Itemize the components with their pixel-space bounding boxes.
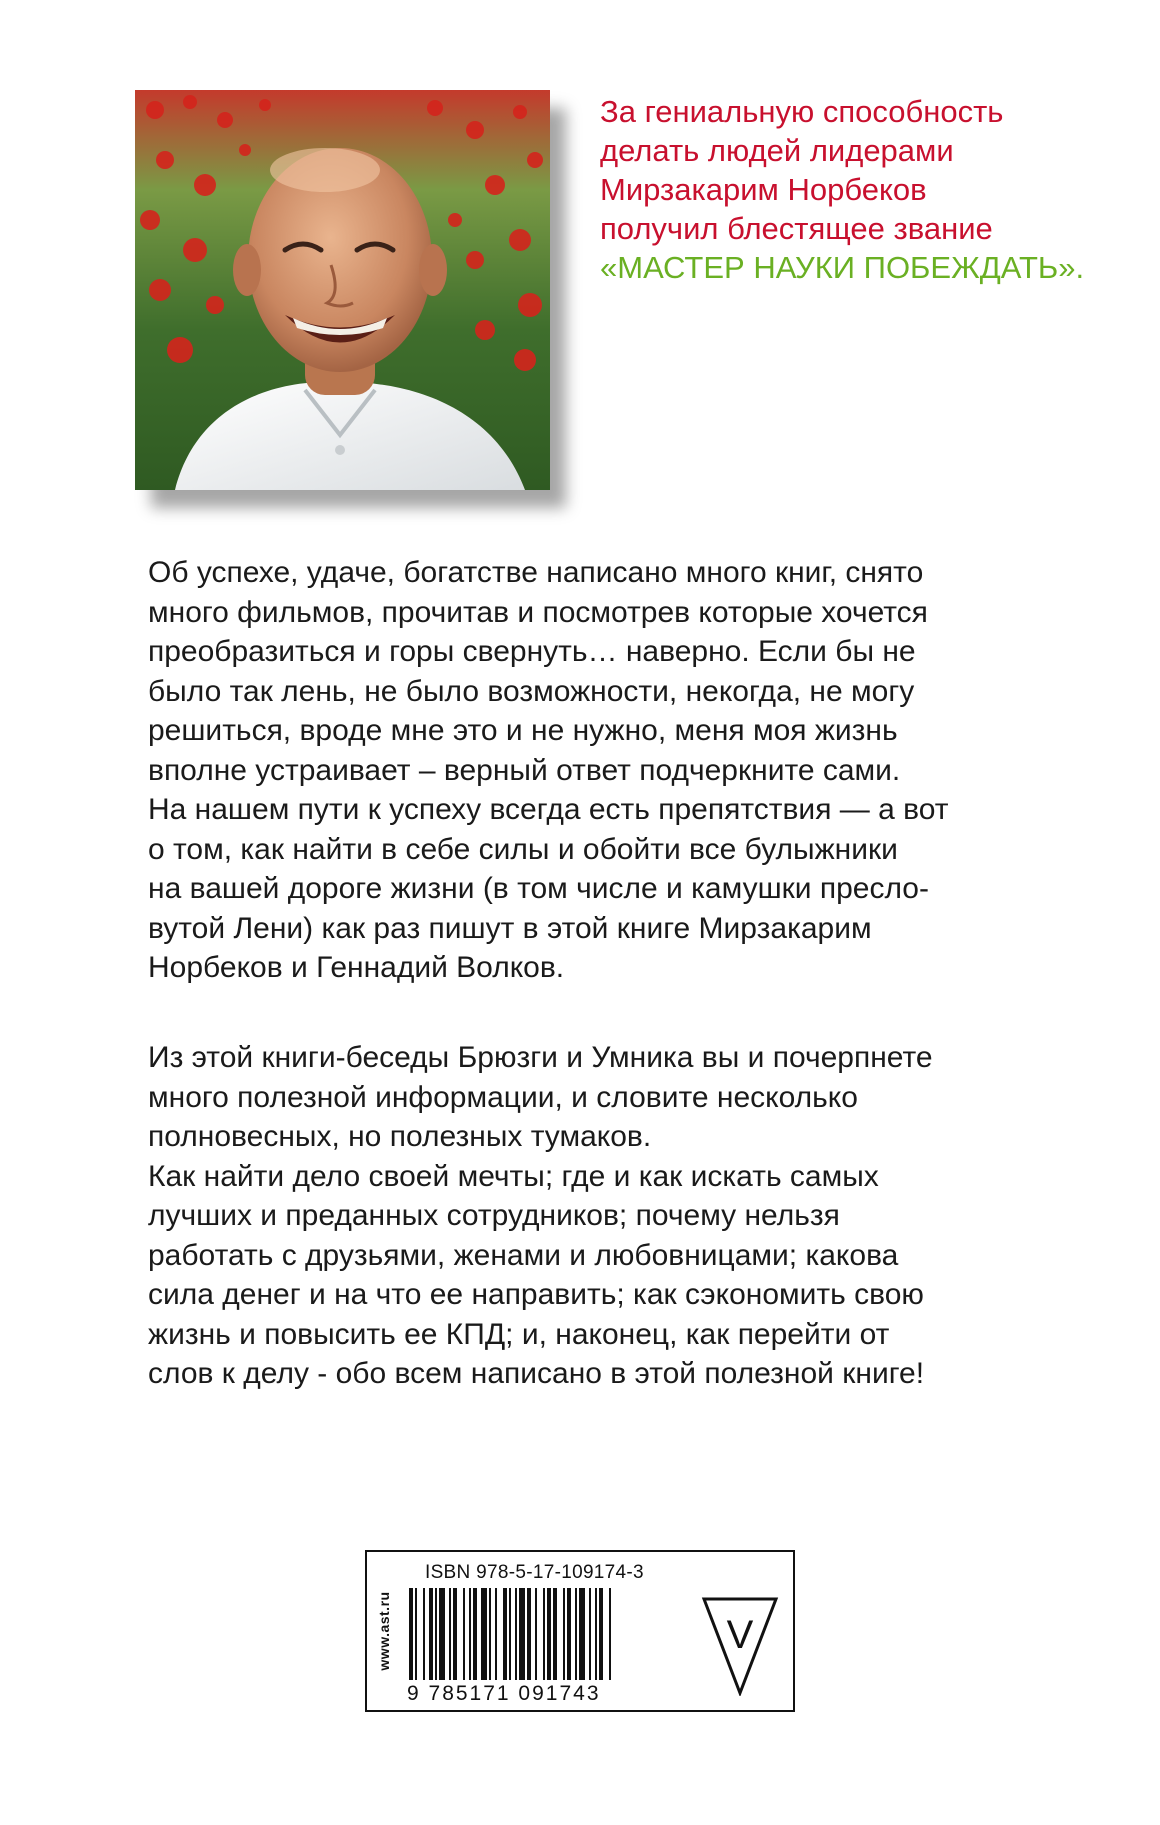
barcode-bar <box>567 1588 571 1680</box>
barcode-bar <box>415 1588 417 1680</box>
publisher-triangle-icon <box>701 1596 779 1696</box>
text-line: вполне устраивает – верный ответ подчеркните сами. <box>148 753 901 787</box>
barcode-bar <box>409 1588 413 1680</box>
barcode-bar <box>599 1588 603 1680</box>
barcode-bar <box>535 1588 537 1680</box>
barcode-bar <box>439 1588 445 1680</box>
barcode-bar <box>579 1588 585 1680</box>
barcode-bar <box>543 1588 545 1680</box>
barcode-bar <box>449 1588 451 1680</box>
text-line: работать с друзьями, женами и любовницами; какова <box>148 1238 899 1272</box>
text-line: Как найти дело своей мечты; где и как искать самых <box>148 1159 879 1193</box>
barcode-bar <box>595 1588 597 1680</box>
barcode-bar <box>609 1588 611 1680</box>
publisher-site-label: www.ast.ru <box>376 1591 392 1671</box>
text-line: на вашей дороге жизни (в том числе и камушки пресло- <box>148 872 929 905</box>
publisher-site <box>367 1552 401 1710</box>
barcode-bar <box>469 1588 471 1680</box>
barcode-bar <box>515 1588 517 1680</box>
quote-line: Мирзакарим Норбеков <box>600 172 927 207</box>
barcode-bar <box>547 1588 551 1680</box>
publisher-mark: V <box>726 1613 754 1657</box>
barcode-panel <box>365 1550 795 1712</box>
text-line: Об успехе, удаче, богатстве написано много книг, снято <box>148 556 924 589</box>
barcode-bar <box>423 1588 425 1680</box>
text-line: слов к делу - обо всем написано в этой полезной книге! <box>148 1357 925 1390</box>
barcode-bar <box>527 1588 531 1680</box>
text-line: было так лень, не было возможности, некогда, не могу <box>148 674 915 708</box>
annotation-paragraph-1 <box>148 553 1088 988</box>
cover-quote <box>600 92 1120 287</box>
barcode-bar <box>519 1588 525 1680</box>
text-line: полновесных, но полезных тумаков. <box>148 1120 652 1153</box>
barcode-bar <box>589 1588 591 1680</box>
quote-accent-title: «МАСТЕР НАУКИ ПОБЕЖДАТЬ». <box>600 250 1085 285</box>
barcode-bar <box>473 1588 477 1680</box>
barcode-bar <box>563 1588 565 1680</box>
barcode-bar <box>503 1588 507 1680</box>
isbn-number: ISBN 978-5-17-109174-3 <box>425 1562 644 1583</box>
text-line: Из этой книги-беседы Брюзги и Умника вы и почерпнете <box>148 1041 933 1074</box>
quote-line: делать людей лидерами <box>600 133 954 168</box>
text-line: лучших и преданных сотрудников; почему нельзя <box>148 1199 840 1232</box>
author-portrait-icon <box>135 90 550 490</box>
barcode-bar <box>429 1588 433 1680</box>
text-line: сила денег и на что ее направить; как сэкономить свою <box>148 1278 924 1311</box>
text-line: много фильмов, прочитав и посмотрев которые хочется <box>148 595 928 629</box>
barcode-bar <box>509 1588 511 1680</box>
ean-digits: 9 785171 091743 <box>407 1682 601 1705</box>
text-line: решиться, вроде мне это и не нужно, меня моя жизнь <box>148 714 898 747</box>
text-line: много полезной информации, и словите несколько <box>148 1080 858 1114</box>
annotation-paragraph-2 <box>148 1038 1088 1394</box>
barcode-bar <box>575 1588 577 1680</box>
text-line: Норбеков и Геннадий Волков. <box>148 951 565 984</box>
barcode-bar <box>453 1588 457 1680</box>
barcode-bar <box>489 1588 491 1680</box>
barcode-bar <box>495 1588 497 1680</box>
barcode-bar <box>463 1588 465 1680</box>
barcode-icon <box>407 1588 697 1682</box>
quote-line: За гениальную способность <box>600 94 1004 129</box>
author-photo <box>135 90 550 490</box>
text-line: жизнь и повысить ее КПД; и, наконец, как перейти от <box>148 1317 890 1351</box>
text-line: На нашем пути к успеху всегда есть препятствия — а вот <box>148 793 949 826</box>
text-line: вутой Лени) как раз пишут в этой книге Мирзакарим <box>148 911 872 945</box>
barcode-bar <box>435 1588 437 1680</box>
text-line: преобразиться и горы свернуть… наверно. Если бы не <box>148 635 916 668</box>
barcode-bar <box>481 1588 487 1680</box>
barcode-bar <box>553 1588 557 1680</box>
text-line: о том, как найти в себе силы и обойти все булыжники <box>148 832 898 866</box>
quote-line: получил блестящее звание <box>600 211 993 246</box>
